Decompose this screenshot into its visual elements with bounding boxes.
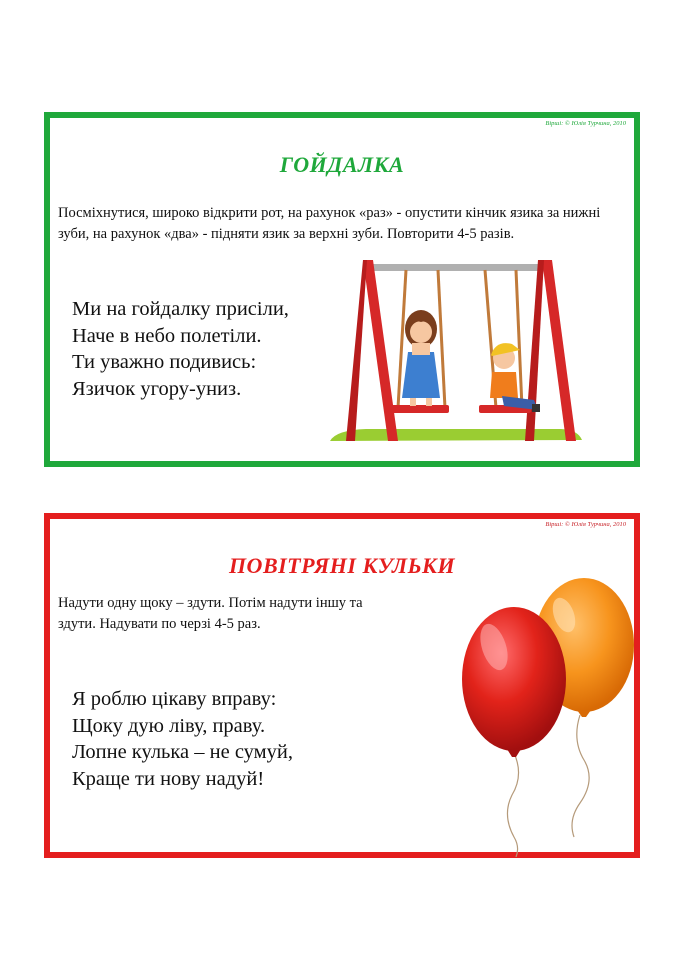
swing-frame-left [363, 260, 398, 441]
poem-credit: Вірші: © Юлія Турчина, 2010 [545, 120, 626, 127]
card-title: ПОВІТРЯНІ КУЛЬКИ [228, 553, 456, 578]
exercise-instruction: Посміхнутися, широко відкрити рот, на рахунок «раз» - опустити кінчик язика за нижні зуби, на рахунок «два» - підняти язик за верхні зуби. Повторити 4-5 разів. [58, 205, 601, 242]
card-title: ГОЙДАЛКА [279, 152, 405, 177]
exercise-card-balloons [44, 513, 640, 858]
swing-frame-right [542, 260, 576, 441]
poem-credit: Вірші: © Юлія Турчина, 2010 [545, 521, 626, 528]
poem-line: Язичок угору-униз. [72, 377, 242, 400]
poem-line: Ти уважно подивись: [72, 351, 257, 373]
balloons-illustration [456, 575, 636, 857]
poem-line: Краще ти нову надуй! [72, 767, 265, 790]
girl-figure [402, 310, 440, 406]
poem-line: Лопне кулька – не сумуй, [72, 741, 293, 763]
poem-line: Щоку дую ліву, праву. [72, 714, 266, 737]
poem-line: Я роблю цікаву вправу: [72, 688, 277, 710]
poem-line: Наче в небо полетіли. [72, 324, 262, 347]
grass [330, 429, 582, 441]
poem [72, 296, 289, 402]
swing-seat [389, 405, 449, 413]
red-balloon [462, 607, 566, 757]
exercise-card-swing [44, 112, 640, 467]
swing-illustration [326, 254, 582, 447]
poem [72, 686, 293, 792]
exercise-instruction: Надути одну щоку – здути. Потім надути іншу та здути. Надувати по черзі 4-5 раз. [58, 595, 363, 632]
poem-line: Ми на гойдалку присіли, [72, 298, 289, 320]
swing-top-bar [364, 264, 549, 271]
